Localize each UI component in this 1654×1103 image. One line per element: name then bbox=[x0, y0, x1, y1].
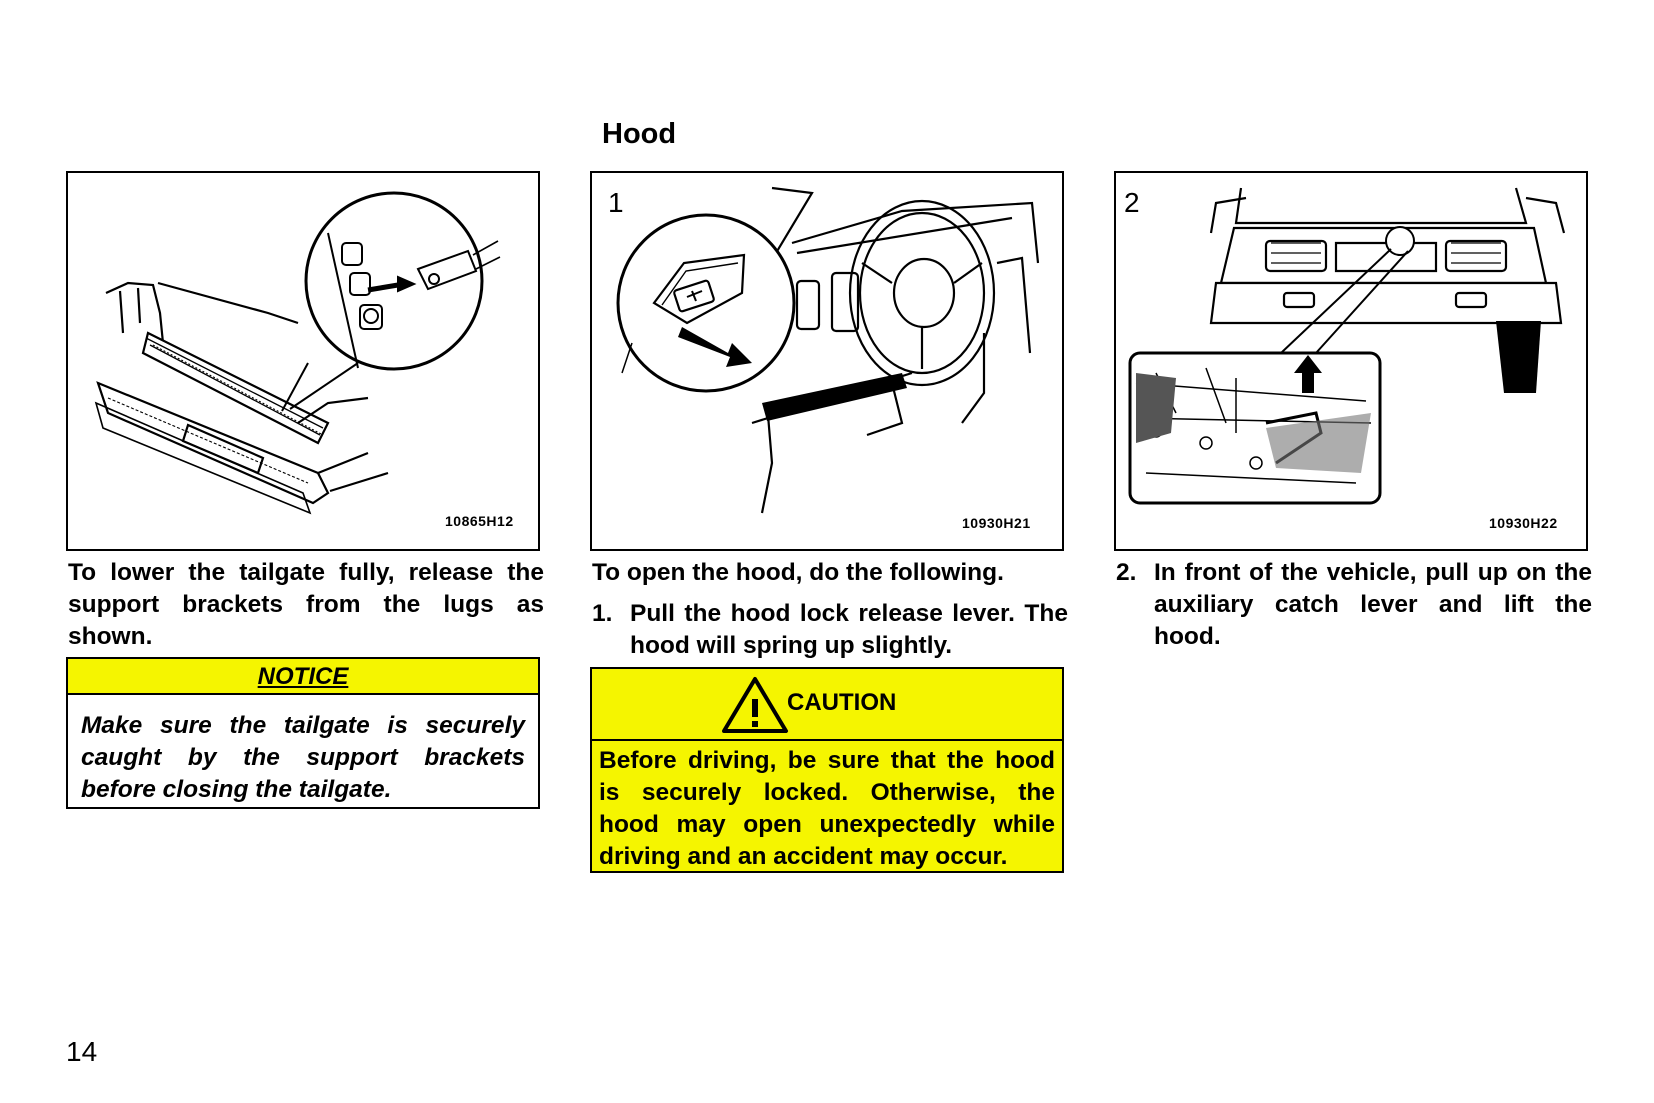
notice-body: Make sure the tailgate is securely caught by the support brackets before closing the tailgate. bbox=[81, 712, 525, 803]
figure-code: 10865H12 bbox=[445, 513, 514, 529]
notice-box bbox=[66, 657, 540, 809]
auxiliary-catch-illustration bbox=[1114, 171, 1588, 551]
caution-box bbox=[590, 667, 1064, 873]
section-heading: Hood bbox=[602, 118, 677, 150]
figure-number: 2 bbox=[1124, 187, 1140, 218]
notice-title: NOTICE bbox=[68, 659, 538, 695]
dashboard-drawing bbox=[592, 173, 1064, 551]
step-2 bbox=[1116, 557, 1592, 657]
hood-release-illustration bbox=[590, 171, 1064, 551]
vehicle-front-drawing bbox=[1116, 173, 1588, 551]
figure-code: 10930H22 bbox=[1489, 515, 1558, 531]
step-number: 1. bbox=[592, 600, 613, 627]
step-1 bbox=[592, 598, 1068, 668]
step-text: Pull the hood lock release lever. The hood will spring up slightly. bbox=[630, 600, 1068, 659]
tailgate-illustration bbox=[66, 171, 540, 551]
warning-triangle-icon bbox=[720, 675, 790, 735]
figure-number: 1 bbox=[608, 187, 624, 218]
caution-body: Before driving, be sure that the hood is securely locked. Otherwise, the hood may open unexpectedly while driving and an accident may occur. bbox=[599, 747, 1055, 870]
step-text: In front of the vehicle, pull up on the auxiliary catch lever and lift the hood. bbox=[1154, 559, 1592, 650]
step-number: 2. bbox=[1116, 559, 1137, 586]
tailgate-drawing bbox=[68, 173, 540, 551]
caution-header bbox=[592, 669, 1062, 741]
figure-code: 10930H21 bbox=[962, 515, 1031, 531]
caution-title: CAUTION bbox=[787, 689, 897, 716]
hood-intro: To open the hood, do the following. bbox=[592, 559, 1004, 586]
page-number: 14 bbox=[66, 1036, 98, 1067]
tailgate-instruction: To lower the tailgate fully, release the support brackets from the lugs as shown. bbox=[68, 559, 544, 650]
